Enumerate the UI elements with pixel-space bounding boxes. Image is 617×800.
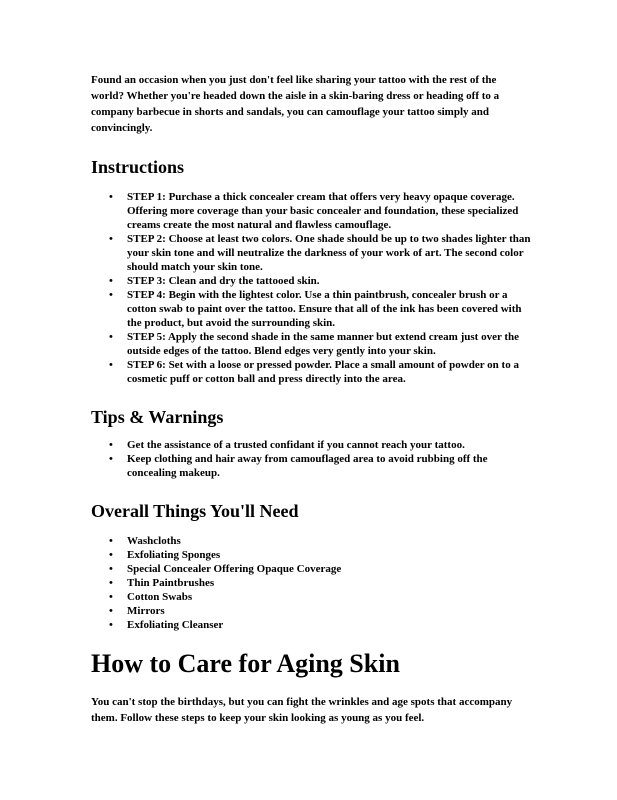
tips-list [91, 438, 531, 480]
step-item: • STEP 1: Purchase a thick concealer cream that offers very heavy opaque coverage. Offering more coverage than your basic concealer and foundation, these specialized creams create the most natural and flawless camouflage. [91, 190, 531, 232]
intro-paragraph: Found an occasion when you just don't feel like sharing your tattoo with the rest of the world? Whether you're headed down the aisle in a skin-baring dress or heading off to a company barbecue in shorts and sandals, you can camouflage your tattoo simply and convincingly. [91, 74, 500, 134]
needs-heading: Overall Things You'll Need [91, 501, 299, 521]
article-intro-paragraph: You can't stop the birthdays, but you can fight the wrinkles and age spots that accompany them. Follow these steps to keep your skin looking as young as you feel. [91, 696, 513, 724]
step-item: • STEP 2: Choose at least two colors. One shade should be up to two shades lighter than your skin tone and will neutralize the darkness of your work of art. The second color should match your skin tone. [91, 232, 531, 274]
step-item: • STEP 6: Set with a loose or pressed powder. Place a small amount of powder on to a cosmetic puff or cotton ball and press directly into the area. [91, 358, 531, 386]
instructions-heading: Instructions [91, 157, 185, 177]
article-title: How to Care for Aging Skin [91, 649, 400, 678]
needs-list [91, 534, 531, 632]
tip-item: • Get the assistance of a trusted confidant if you cannot reach your tattoo. [91, 438, 531, 452]
document-page [91, 72, 531, 726]
step-item: • STEP 5: Apply the second shade in the same manner but extend cream just over the outside edges of the tattoo. Blend edges very gently into your skin. [91, 330, 531, 358]
need-item: • Mirrors [91, 604, 531, 618]
need-item: • Thin Paintbrushes [91, 576, 531, 590]
need-item: • Exfoliating Cleanser [91, 618, 531, 632]
need-item: • Special Concealer Offering Opaque Coverage [91, 562, 531, 576]
tip-item: • Keep clothing and hair away from camouflaged area to avoid rubbing off the concealing makeup. [91, 452, 531, 480]
need-item: • Cotton Swabs [91, 590, 531, 604]
tips-heading: Tips & Warnings [91, 407, 224, 427]
need-item: • Exfoliating Sponges [91, 548, 531, 562]
step-item: • STEP 3: Clean and dry the tattooed skin. [91, 274, 531, 288]
step-item: • STEP 4: Begin with the lightest color. Use a thin paintbrush, concealer brush or a cotton swab to paint over the tattoo. Ensure that all of the ink has been covered with the product, but avoid the surrounding skin. [91, 288, 531, 330]
need-item: • Washcloths [91, 534, 531, 548]
instructions-list [91, 190, 531, 386]
